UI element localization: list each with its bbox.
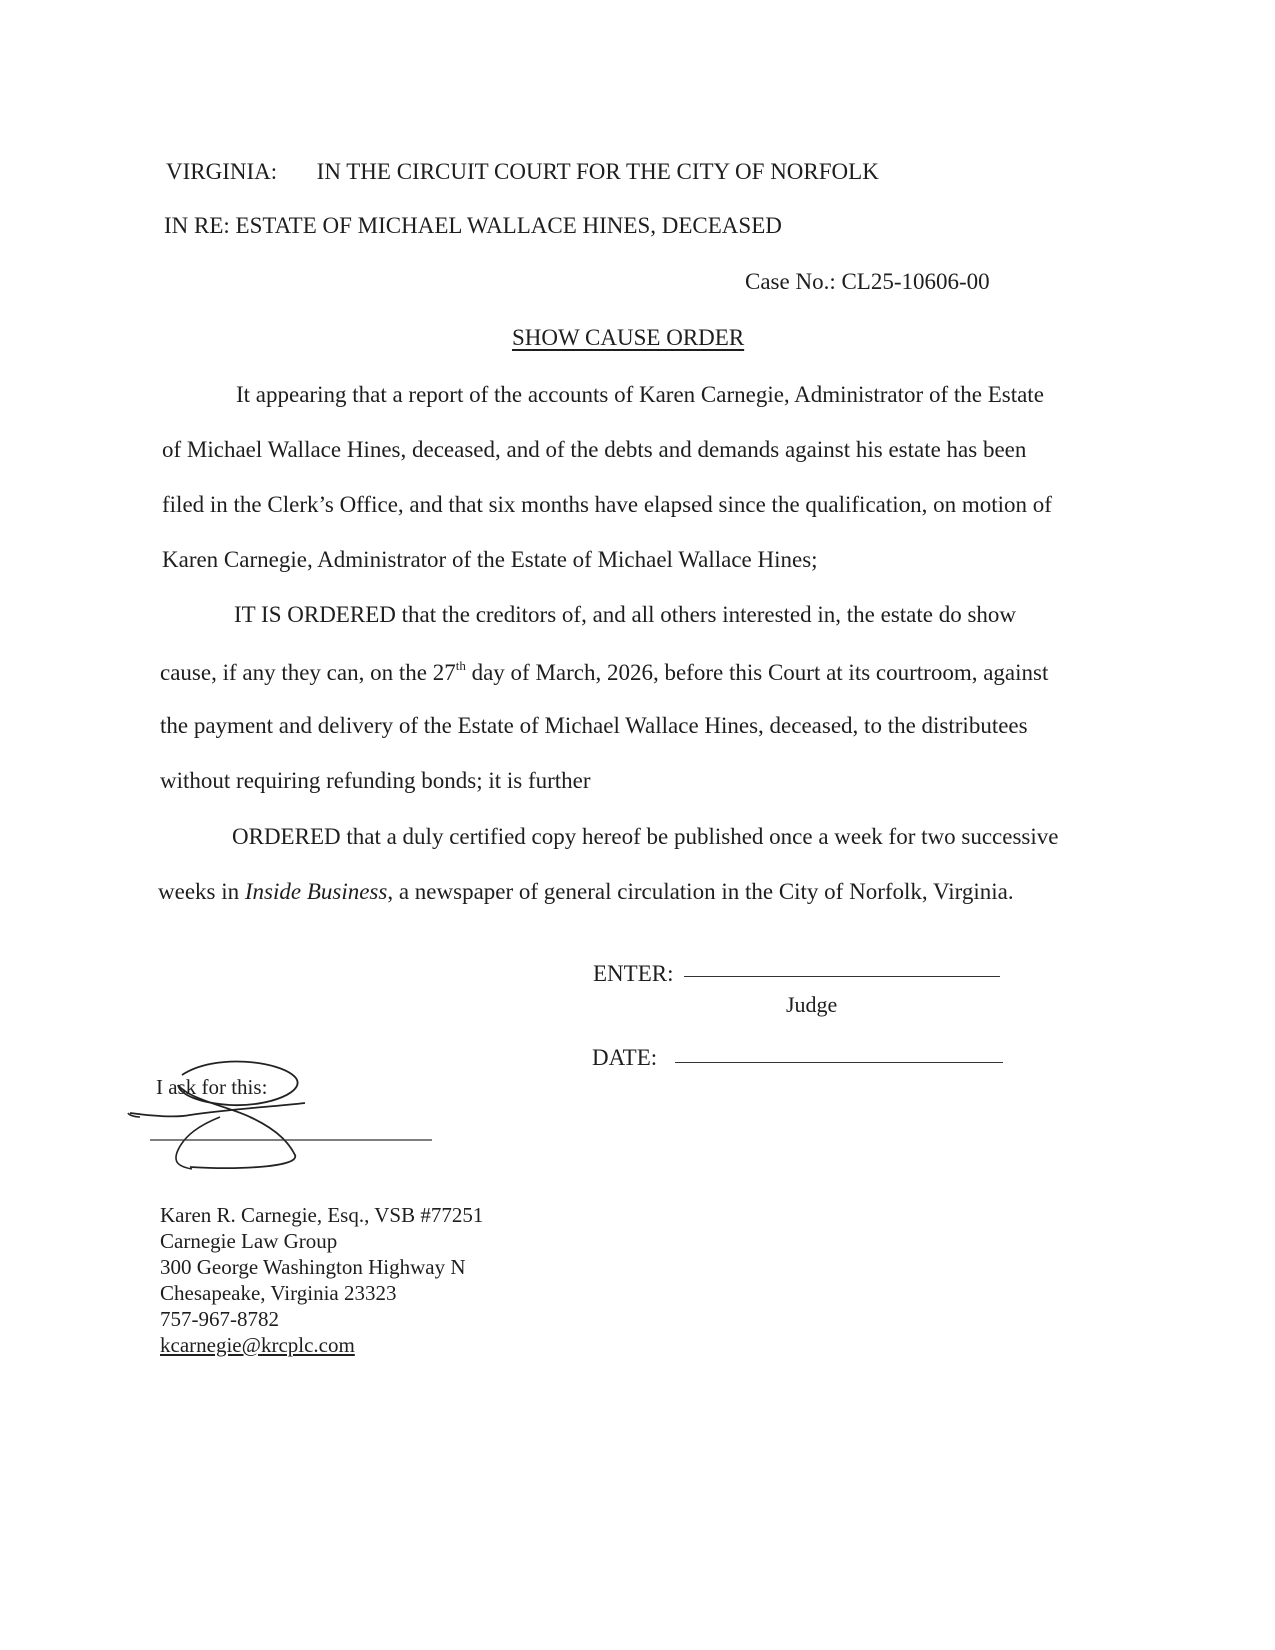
attorney-block — [160, 1202, 483, 1358]
paragraph-2-line-2-end: day of March, 2026, before this Court at its courtroom, against — [465, 660, 1049, 685]
in-re-line: IN RE: ESTATE OF MICHAEL WALLACE HINES, DECEASED — [164, 213, 782, 238]
paragraph-1-line-1: It appearing that a report of the accounts of Karen Carnegie, Administrator of the Estate — [236, 382, 1044, 407]
ordinal-suffix: th — [455, 658, 466, 673]
court-prefix: VIRGINIA: — [166, 159, 278, 184]
paragraph-1-line-2: of Michael Wallace Hines, deceased, and of the debts and demands against his estate has been — [162, 437, 1027, 462]
attorney-address-2: Chesapeake, Virginia 23323 — [160, 1281, 397, 1305]
paragraph-3-line-2-start: weeks in — [158, 879, 245, 904]
paragraph-2-line-2-start: cause, if any they can, on the 27 — [160, 660, 456, 685]
paragraph-1-line-3: filed in the Clerk’s Office, and that six months have elapsed since the qualification, on motion of — [162, 492, 1052, 517]
judge-label: Judge — [786, 992, 838, 1017]
enter-label: ENTER: — [593, 961, 674, 986]
paragraph-2-line-2 — [160, 659, 1048, 684]
paragraph-3-line-1: ORDERED that a duly certified copy hereof be published once a week for two successive — [232, 824, 1059, 849]
date-line — [675, 1062, 1003, 1063]
document-title: SHOW CAUSE ORDER — [512, 325, 745, 350]
court-name: IN THE CIRCUIT COURT FOR THE CITY OF NORFOLK — [316, 159, 879, 184]
ask-for-this-label: I ask for this: — [156, 1075, 268, 1099]
paragraph-3-line-2-end: , a newspaper of general circulation in the City of Norfolk, Virginia. — [387, 879, 1014, 904]
attorney-address-1: 300 George Washington Highway N — [160, 1255, 466, 1279]
newspaper-name: Inside Business — [244, 879, 388, 904]
paragraph-3-line-2 — [158, 880, 1014, 903]
attorney-email[interactable]: kcarnegie@krcplc.com — [160, 1333, 355, 1357]
paragraph-2-line-1: IT IS ORDERED that the creditors of, and all others interested in, the estate do show — [234, 602, 1017, 627]
attorney-phone: 757-967-8782 — [160, 1307, 279, 1331]
judge-signature-line — [684, 976, 1000, 977]
paragraph-1-line-4: Karen Carnegie, Administrator of the Estate of Michael Wallace Hines; — [162, 547, 818, 572]
attorney-name: Karen R. Carnegie, Esq., VSB #77251 — [160, 1203, 484, 1227]
case-number: Case No.: CL25-10606-00 — [745, 269, 990, 294]
attorney-signature — [120, 1055, 460, 1185]
paragraph-2-line-3: the payment and delivery of the Estate of Michael Wallace Hines, deceased, to the distributees — [160, 713, 1028, 738]
paragraph-2-line-4: without requiring refunding bonds; it is further — [160, 768, 591, 793]
court-heading — [166, 160, 879, 183]
date-label: DATE: — [592, 1045, 658, 1070]
attorney-firm: Carnegie Law Group — [160, 1229, 338, 1253]
